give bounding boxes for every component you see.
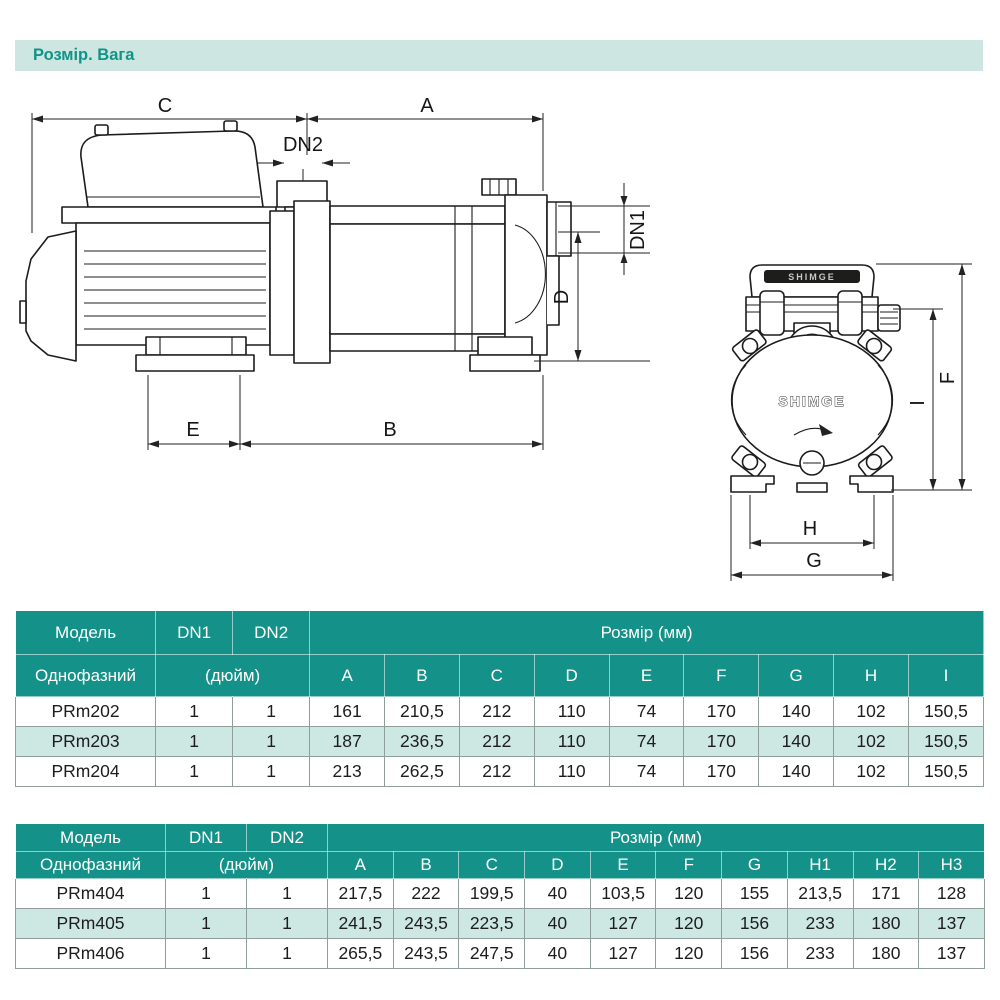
dim-label-e: E bbox=[186, 419, 200, 441]
col-header-D: D bbox=[534, 655, 609, 697]
value-cell: 137 bbox=[919, 939, 985, 969]
dim-label-a: A bbox=[420, 95, 434, 117]
value-cell: 1 bbox=[166, 909, 247, 939]
value-cell: 236,5 bbox=[385, 727, 460, 757]
col-header-A: A bbox=[328, 852, 394, 879]
value-cell: 199,5 bbox=[459, 879, 525, 909]
page-title-bar bbox=[15, 40, 983, 71]
value-cell: 180 bbox=[853, 939, 919, 969]
value-cell: 1 bbox=[233, 757, 310, 787]
model-cell: PRm202 bbox=[16, 697, 156, 727]
col-header-H3: H3 bbox=[919, 852, 985, 879]
col-header-H: H bbox=[834, 655, 909, 697]
value-cell: 1 bbox=[156, 727, 233, 757]
value-cell: 262,5 bbox=[385, 757, 460, 787]
value-cell: 1 bbox=[233, 697, 310, 727]
value-cell: 150,5 bbox=[908, 697, 983, 727]
value-cell: 140 bbox=[759, 697, 834, 727]
col-header-B: B bbox=[385, 655, 460, 697]
value-cell: 102 bbox=[834, 727, 909, 757]
dim-label-h: H bbox=[802, 518, 818, 540]
col-header-G: G bbox=[759, 655, 834, 697]
value-cell: 1 bbox=[166, 879, 247, 909]
front-view bbox=[731, 264, 972, 581]
value-cell: 120 bbox=[656, 909, 722, 939]
value-cell: 74 bbox=[609, 727, 684, 757]
value-cell: 110 bbox=[534, 727, 609, 757]
table-row bbox=[16, 879, 985, 909]
value-cell: 156 bbox=[722, 939, 788, 969]
value-cell: 103,5 bbox=[590, 879, 656, 909]
value-cell: 212 bbox=[459, 727, 534, 757]
col-header-model: Модель bbox=[16, 611, 156, 655]
col-header-size-group: Розмір (мм) bbox=[328, 824, 985, 852]
table-row bbox=[16, 727, 984, 757]
value-cell: 217,5 bbox=[328, 879, 394, 909]
table-row bbox=[16, 909, 985, 939]
value-cell: 140 bbox=[759, 757, 834, 787]
value-cell: 187 bbox=[310, 727, 385, 757]
value-cell: 170 bbox=[684, 727, 759, 757]
table-row bbox=[16, 697, 984, 727]
value-cell: 180 bbox=[853, 909, 919, 939]
col-header-F: F bbox=[656, 852, 722, 879]
table-row bbox=[16, 757, 984, 787]
value-cell: 120 bbox=[656, 879, 722, 909]
dim-label-d: D bbox=[551, 289, 573, 305]
col-header-D: D bbox=[525, 852, 591, 879]
col-header-G: G bbox=[722, 852, 788, 879]
model-cell: PRm404 bbox=[16, 879, 166, 909]
value-cell: 150,5 bbox=[908, 727, 983, 757]
dim-label-i: I bbox=[907, 400, 929, 406]
col-header-I: I bbox=[908, 655, 983, 697]
model-cell: PRm204 bbox=[16, 757, 156, 787]
brand-logo-body: SHIMGE bbox=[778, 393, 846, 409]
value-cell: 243,5 bbox=[393, 909, 459, 939]
value-cell: 128 bbox=[919, 879, 985, 909]
col-header-H2: H2 bbox=[853, 852, 919, 879]
dim-label-dn2: DN2 bbox=[282, 134, 324, 156]
dim-label-dn1: DN1 bbox=[627, 209, 649, 251]
value-cell: 1 bbox=[156, 697, 233, 727]
value-cell: 127 bbox=[590, 939, 656, 969]
value-cell: 40 bbox=[525, 939, 591, 969]
col-header-dn1: DN1 bbox=[166, 824, 247, 852]
value-cell: 213 bbox=[310, 757, 385, 787]
value-cell: 170 bbox=[684, 757, 759, 787]
value-cell: 161 bbox=[310, 697, 385, 727]
value-cell: 127 bbox=[590, 909, 656, 939]
value-cell: 213,5 bbox=[787, 879, 853, 909]
technical-drawing bbox=[0, 85, 1000, 605]
model-cell: PRm405 bbox=[16, 909, 166, 939]
col-header-C: C bbox=[459, 655, 534, 697]
dimensions-table-prm20x bbox=[15, 610, 984, 787]
pump-dimension-diagram bbox=[0, 85, 1000, 605]
col-header-C: C bbox=[459, 852, 525, 879]
dimensions-table-prm40x bbox=[15, 823, 985, 969]
col-header-model: Модель bbox=[16, 824, 166, 852]
col-header-H1: H1 bbox=[787, 852, 853, 879]
brand-logo-top: SHIMGE bbox=[788, 272, 836, 282]
value-cell: 1 bbox=[247, 879, 328, 909]
table-row bbox=[16, 939, 985, 969]
value-cell: 222 bbox=[393, 879, 459, 909]
dim-label-f: F bbox=[937, 371, 959, 385]
value-cell: 155 bbox=[722, 879, 788, 909]
value-cell: 171 bbox=[853, 879, 919, 909]
col-header-F: F bbox=[684, 655, 759, 697]
model-cell: PRm406 bbox=[16, 939, 166, 969]
value-cell: 210,5 bbox=[385, 697, 460, 727]
value-cell: 1 bbox=[233, 727, 310, 757]
col-header-phase: Однофазний bbox=[16, 852, 166, 879]
value-cell: 247,5 bbox=[459, 939, 525, 969]
value-cell: 233 bbox=[787, 939, 853, 969]
value-cell: 212 bbox=[459, 697, 534, 727]
dim-label-c: C bbox=[157, 95, 173, 117]
col-header-A: A bbox=[310, 655, 385, 697]
value-cell: 243,5 bbox=[393, 939, 459, 969]
value-cell: 1 bbox=[166, 939, 247, 969]
value-cell: 120 bbox=[656, 939, 722, 969]
value-cell: 137 bbox=[919, 909, 985, 939]
side-view bbox=[20, 95, 650, 450]
value-cell: 156 bbox=[722, 909, 788, 939]
value-cell: 102 bbox=[834, 757, 909, 787]
col-header-dn1: DN1 bbox=[156, 611, 233, 655]
col-header-E: E bbox=[590, 852, 656, 879]
value-cell: 40 bbox=[525, 909, 591, 939]
value-cell: 233 bbox=[787, 909, 853, 939]
value-cell: 265,5 bbox=[328, 939, 394, 969]
dim-label-b: B bbox=[383, 419, 397, 441]
value-cell: 74 bbox=[609, 757, 684, 787]
dim-label-g: G bbox=[806, 550, 822, 572]
value-cell: 150,5 bbox=[908, 757, 983, 787]
value-cell: 212 bbox=[459, 757, 534, 787]
model-cell: PRm203 bbox=[16, 727, 156, 757]
value-cell: 110 bbox=[534, 697, 609, 727]
page-title: Розмір. Вага bbox=[33, 46, 135, 64]
value-cell: 74 bbox=[609, 697, 684, 727]
value-cell: 1 bbox=[247, 939, 328, 969]
value-cell: 110 bbox=[534, 757, 609, 787]
value-cell: 102 bbox=[834, 697, 909, 727]
col-header-inch: (дюйм) bbox=[166, 852, 328, 879]
col-header-dn2: DN2 bbox=[233, 611, 310, 655]
value-cell: 241,5 bbox=[328, 909, 394, 939]
col-header-size-group: Розмір (мм) bbox=[310, 611, 984, 655]
col-header-inch: (дюйм) bbox=[156, 655, 310, 697]
value-cell: 223,5 bbox=[459, 909, 525, 939]
col-header-E: E bbox=[609, 655, 684, 697]
col-header-dn2: DN2 bbox=[247, 824, 328, 852]
value-cell: 140 bbox=[759, 727, 834, 757]
col-header-phase: Однофазний bbox=[16, 655, 156, 697]
col-header-B: B bbox=[393, 852, 459, 879]
value-cell: 170 bbox=[684, 697, 759, 727]
value-cell: 40 bbox=[525, 879, 591, 909]
value-cell: 1 bbox=[247, 909, 328, 939]
value-cell: 1 bbox=[156, 757, 233, 787]
